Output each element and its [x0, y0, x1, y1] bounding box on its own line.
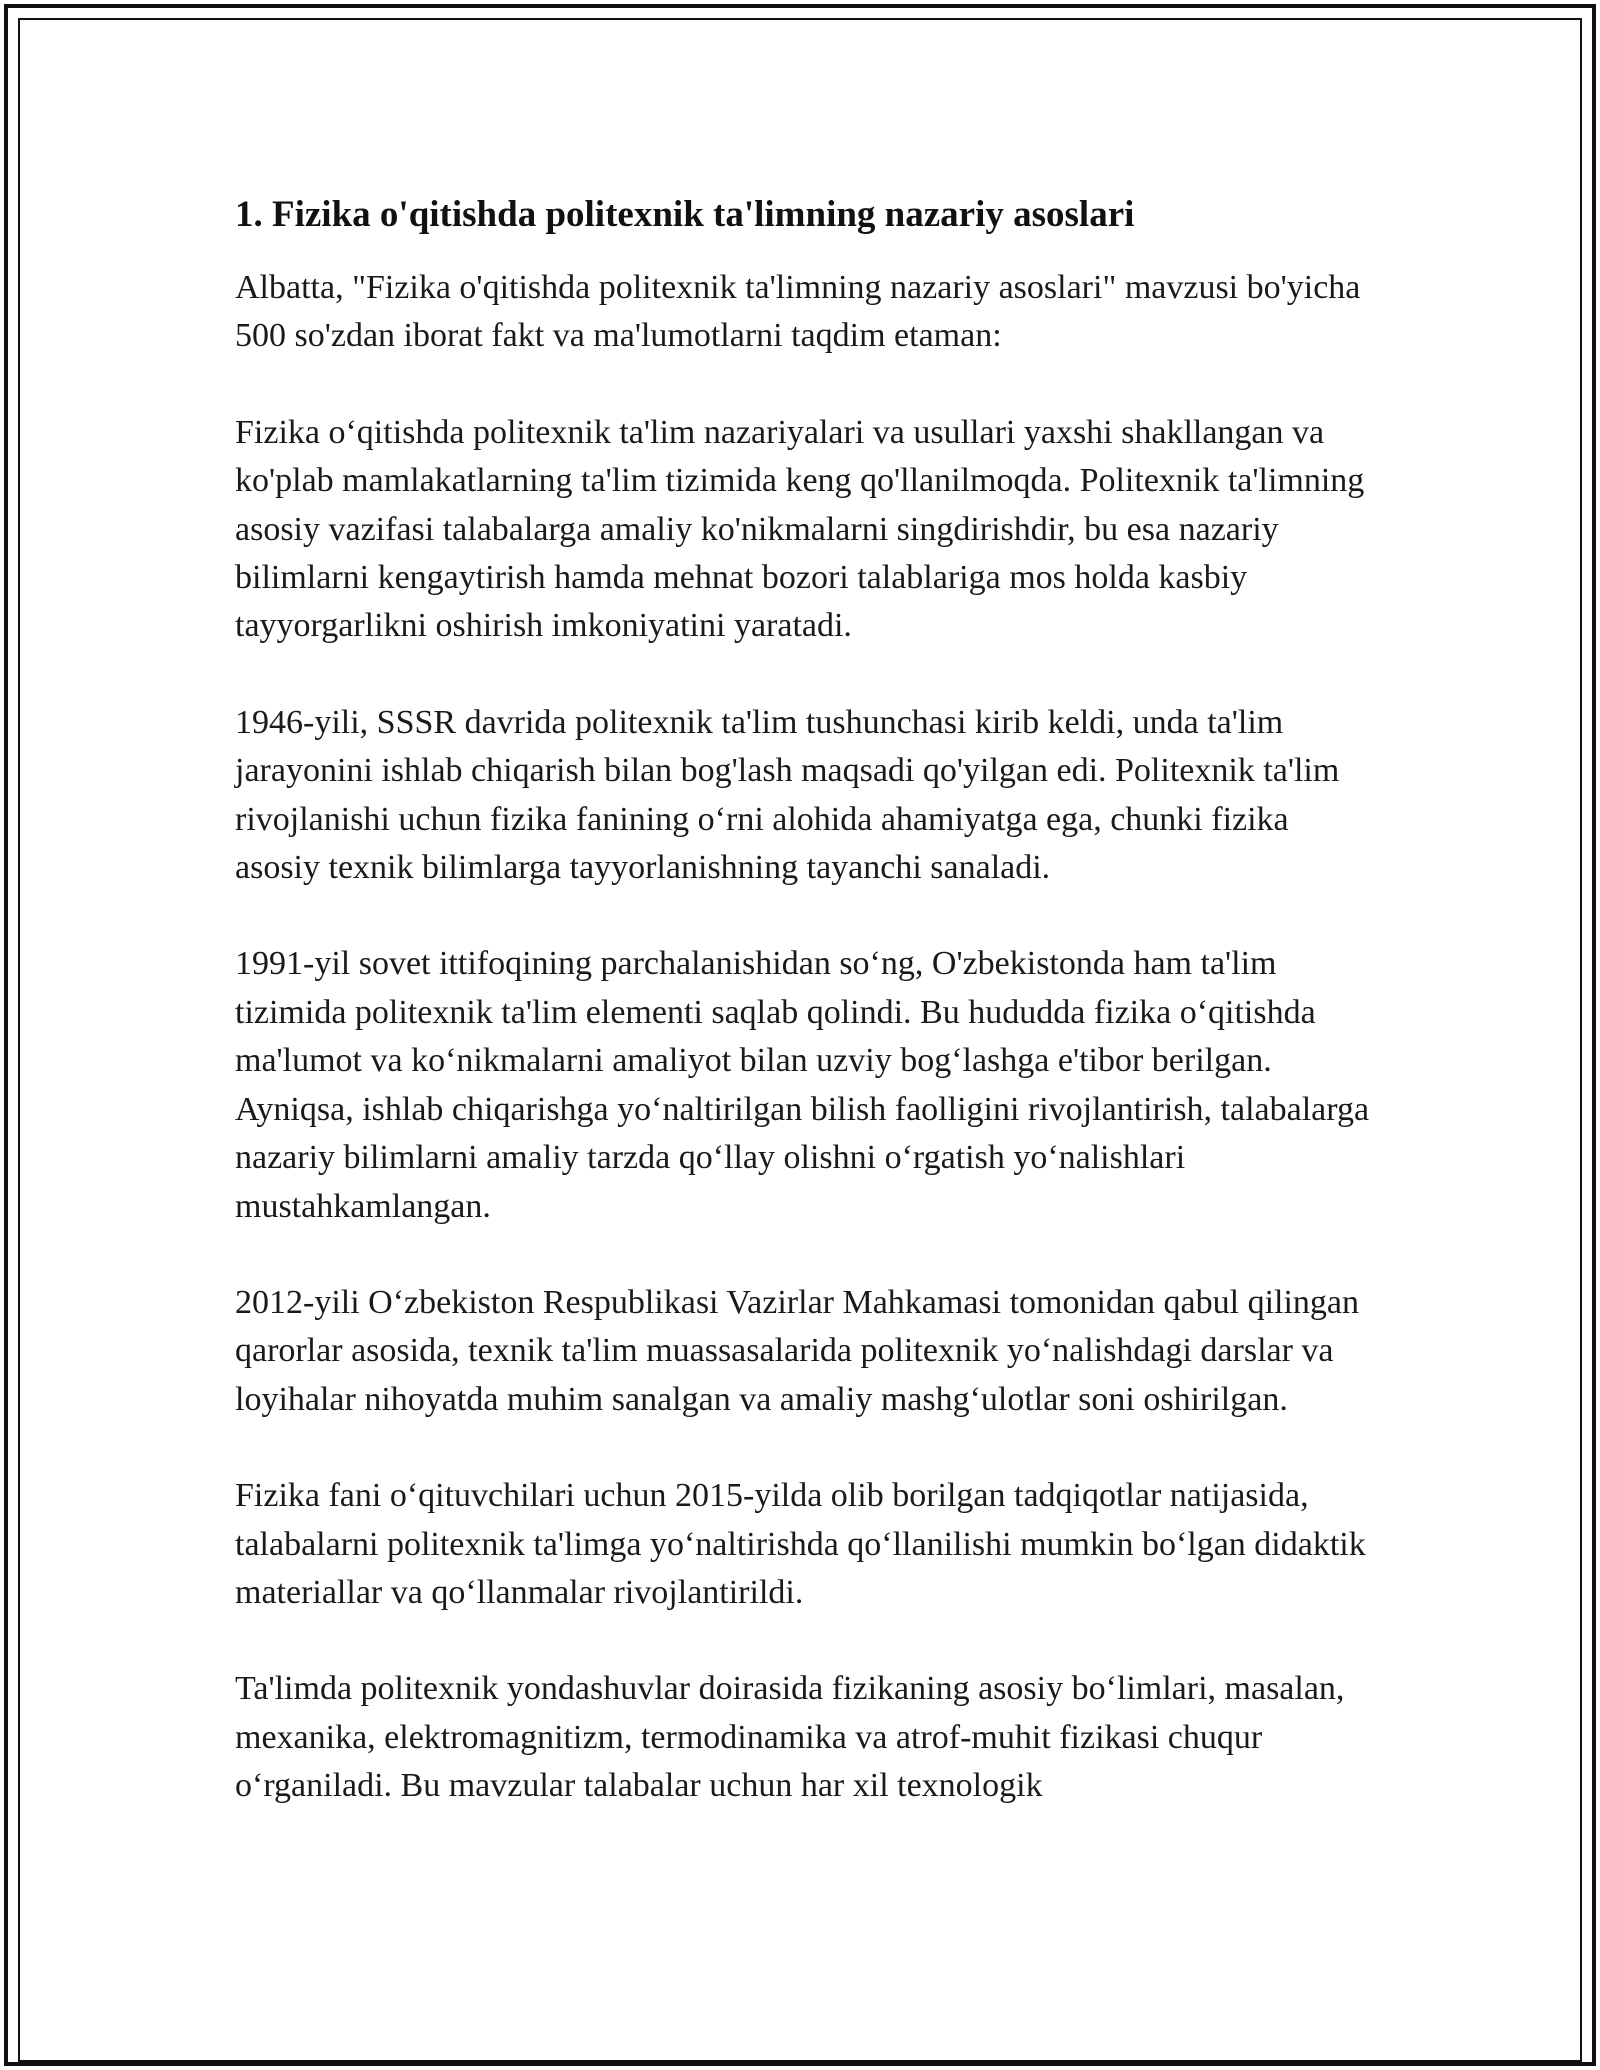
paragraph-1946-history: 1946-yili, SSSR davrida politexnik ta'lim tushunchasi kirib keldi, unda ta'lim jarayonini ishlab chiqarish bilan bog'lash maqsadi qo'yilgan edi. Politexnik ta'lim rivojlanishi uchun fizika fanining oʻrni alohida ahamiyatga ega, chunki fizika asosiy texnik bilimlarga tayyorlanishning tayanchi sanaladi.: [235, 703, 1340, 887]
section-heading: 1. Fizika o'qitishda politexnik ta'limning nazariy asoslari: [235, 194, 1135, 235]
paragraph-intro: Albatta, "Fizika o'qitishda politexnik ta'limning nazariy asoslari" mavzusi bo'yicha 500 so'zdan iborat fakt va ma'lumotlarni taqdim etaman:: [235, 269, 1361, 355]
document-body: [235, 190, 1375, 1859]
paragraph-1991-history: 1991-yil sovet ittifoqining parchalanishidan soʻng, O'zbekistonda ham ta'lim tizimida politexnik ta'lim elementi saqlab qolindi. Bu hududda fizika oʻqitishda ma'lumot va koʻnikmalarni amaliyot bilan uzviy bogʻlashga e'tibor berilgan. Ayniqsa, ishlab chiqarishga yoʻnaltirilgan bilish faolligini rivojlantirish, talabalarga nazariy bilimlarni amaliy tarzda qoʻllay olishni oʻrgatish yoʻnalishlari mustahkamlangan.: [235, 945, 1370, 1225]
paragraph-politechnical-overview: Fizika oʻqitishda politexnik ta'lim nazariyalari va usullari yaxshi shakllangan va ko'plab mamlakatlarning ta'lim tizimida keng qo'llanilmoqda. Politexnik ta'limning asosiy vazifasi talabalarga amaliy ko'nikmalarni singdirishdir, bu esa nazariy bilimlarni kengaytirish hamda mehnat bozori talablariga mos holda kasbiy tayyorgarlikni oshirish imkoniyatini yaratadi.: [235, 413, 1365, 645]
paragraph-2012-decisions: 2012-yili Oʻzbekiston Respublikasi Vazirlar Mahkamasi tomonidan qabul qilingan qarorlar asosida, texnik ta'lim muassasalarida politexnik yoʻnalishdagi darslar va loyihalar nihoyatda muhim sanalgan va amaliy mashgʻulotlar soni oshirilgan.: [235, 1283, 1360, 1418]
paragraph-physics-sections: Ta'limda politexnik yondashuvlar doirasida fizikaning asosiy boʻlimlari, masalan, mexanika, elektromagnitizm, termodinamika va atrof-muhit fizikasi chuqur oʻrganiladi. Bu mavzular talabalar uchun har xil texnologik: [235, 1670, 1345, 1805]
paragraph-2015-research: Fizika fani oʻqituvchilari uchun 2015-yilda olib borilgan tadqiqotlar natijasida, talabalarni politexnik ta'limga yoʻnaltirishda qoʻllanilishi mumkin boʻlgan didaktik materiallar va qoʻllanmalar rivojlantirildi.: [235, 1477, 1366, 1611]
